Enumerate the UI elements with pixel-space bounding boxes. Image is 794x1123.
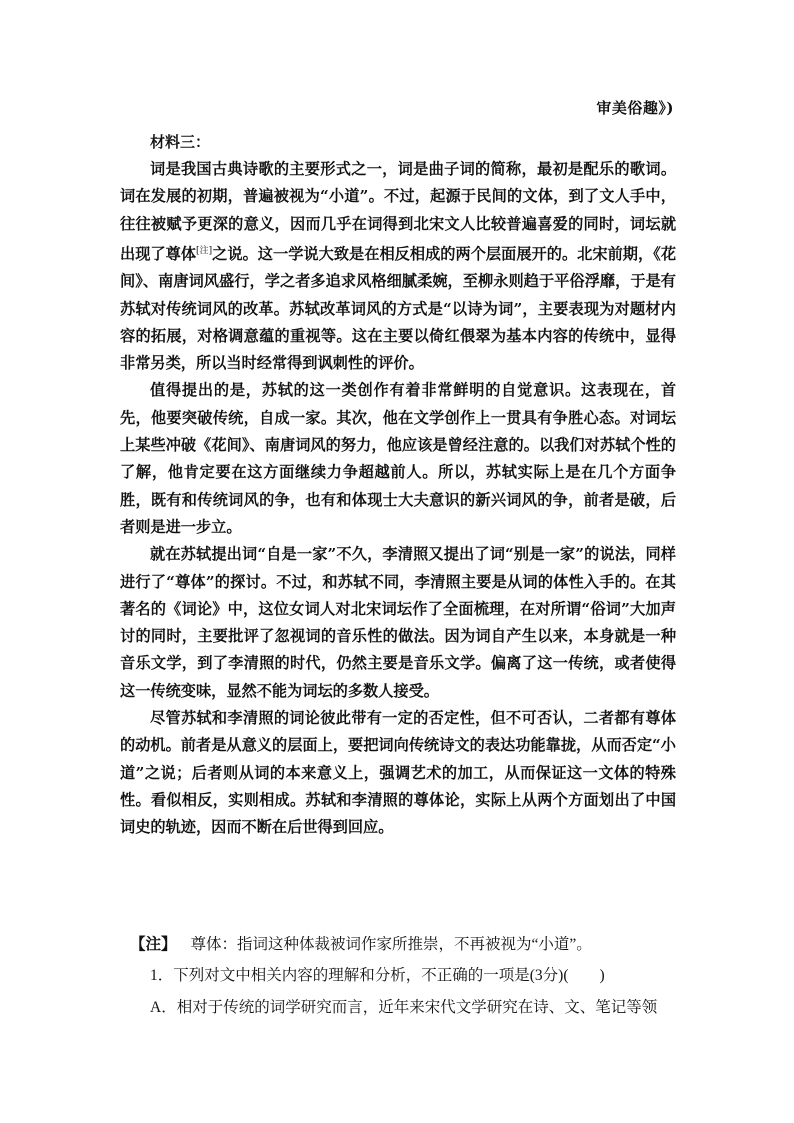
article-body bbox=[120, 156, 676, 841]
material-heading: 材料三： bbox=[150, 133, 211, 151]
footnote-text: 尊体：指词这种体裁被词作家所推崇，不再被视为“小道”。 bbox=[190, 936, 592, 953]
paragraph-3: 就在苏轼提出词“自是一家”不久，李清照又提出了词“别是一家”的说法，同样进行了“尊体”的探讨。不过，和苏轼不同，李清照主要是从词的体性入手的。在其著名的《词论》中，这位女词人对北宋词坛作了全面梳理，在对所谓“俗词”大加声讨的同时，主要批评了忽视词的音乐性的做法。因为词自产生以来，本身就是一种音乐文学，到了李清照的时代，仍然主要是音乐文学。偏离了这一传统，或者使得这一传统变味，显然不能为词坛的多数人接受。 bbox=[120, 545, 676, 700]
paragraph-1-part-b: 之说。这一学说大致是在相反相成的两个层面展开的。北宋前期，《花间》、南唐词风盛行，学之者多追求风格细腻柔婉，至柳永则趋于平俗浮靡，于是有苏轼对传统词风的改革。苏轼改革词风的方式是“以诗为词”，主要表现为对题材内容的拓展，对格调意蕴的重视等。这在主要以倚红偎翠为基本内容的传统中，显得非常另类，所以当时经常得到讽刺性的评价。 bbox=[120, 244, 677, 373]
question-1: 1．下列对文中相关内容的理解和分析，不正确的一项是(3分)( ) bbox=[150, 967, 605, 984]
paragraph-2: 值得提出的是，苏轼的这一类创作有着非常鲜明的自觉意识。这表现在，首先，他要突破传统，自成一家。其次，他在文学创作上一贯具有争胜心态。对词坛上某些冲破《花间》、南唐词风的努力，他应该是曾经注意的。以我们对苏轼个性的了解，他肯定要在这方面继续力争超越前人。所以，苏轼实际上是在几个方面争胜，既有和传统词风的争，也有和体现士大夫意识的新兴词风的争，前者是破，后者则是进一步立。 bbox=[120, 381, 676, 536]
paragraph-4: 尽管苏轼和李清照的词论彼此带有一定的否定性，但不可否认，二者都有尊体的动机。前者是从意义的层面上，要把词向传统诗文的表达功能靠拢，从而否定“小道”之说；后者则从词的本来意义上，强调艺术的加工，从而保证这一文体的特殊性。看似相反，实则相成。苏轼和李清照的尊体论，实际上从两个方面划出了中国词史的轨迹，因而不断在后世得到回应。 bbox=[120, 709, 676, 837]
paragraph-1-part-a: 词是我国古典诗歌的主要形式之一，词是曲子词的简称，最初是配乐的歌词。词在发展的初期，普遍被视为“小道”。不过，起源于民间的文体，到了文人手中，往往被赋予更深的意义，因而几乎在词得到北宋文人比较普遍喜爱的同时，词坛就出现了尊体 bbox=[120, 160, 676, 263]
option-a: A．相对于传统的词学研究而言，近年来宋代文学研究在诗、文、笔记等领 bbox=[150, 999, 658, 1016]
footnote-tag: 【注】 bbox=[130, 936, 177, 953]
footnote bbox=[130, 932, 690, 954]
footnote-reference: [注] bbox=[196, 245, 213, 256]
source-citation-tail: 审美俗趣》) bbox=[596, 99, 674, 117]
paragraph-1 bbox=[120, 156, 676, 377]
